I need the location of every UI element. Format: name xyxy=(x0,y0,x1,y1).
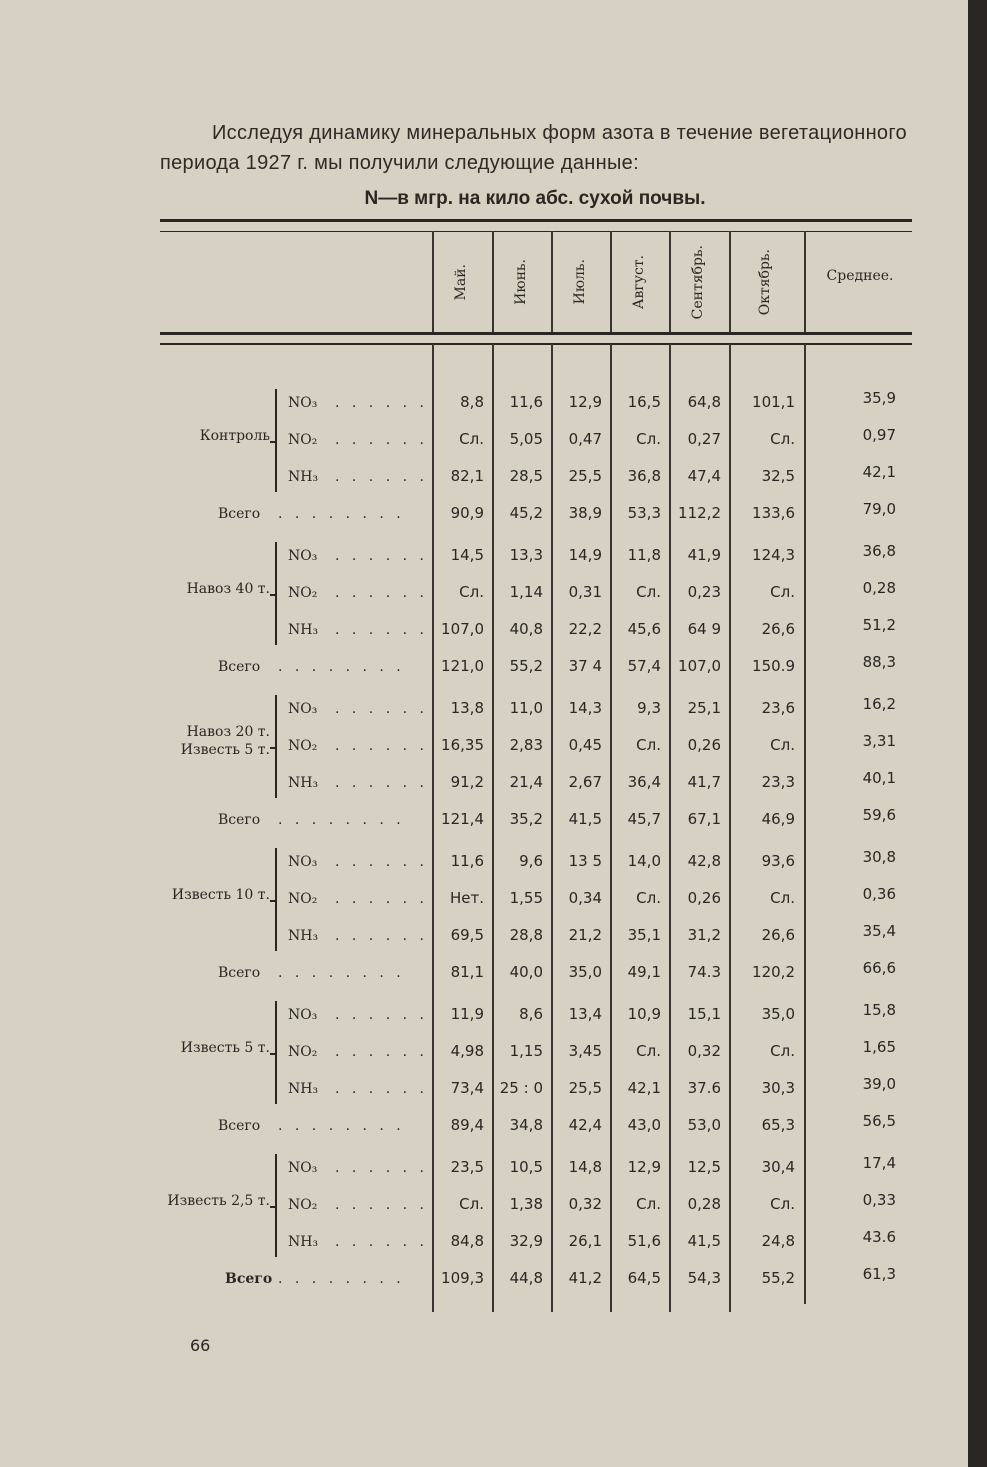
row-label: NO₂ xyxy=(288,585,318,601)
column-header xyxy=(610,232,667,332)
total-average-cell: 79,0 xyxy=(862,500,896,518)
row-label: NH₃ xyxy=(288,469,319,485)
column-header xyxy=(729,232,801,332)
total-average-cell: 88,3 xyxy=(862,653,896,671)
column-header xyxy=(551,232,608,332)
table-cell: 3,45 xyxy=(568,1042,602,1060)
column-divider xyxy=(804,344,806,1304)
table-cell: 30,3 xyxy=(761,1079,795,1097)
leader-dots: . . . . . . xyxy=(335,1081,428,1097)
total-cell: 34,8 xyxy=(509,1116,543,1134)
total-cell: 90,9 xyxy=(450,504,484,522)
table-cell: 0,31 xyxy=(568,583,602,601)
table-cell: 21,2 xyxy=(568,926,602,944)
table-cell: 23,5 xyxy=(450,1158,484,1176)
total-cell: 133,6 xyxy=(752,504,795,522)
total-cell: 109,3 xyxy=(441,1269,484,1287)
table-cell: 41,7 xyxy=(687,773,721,791)
table-cell: 107,0 xyxy=(441,620,484,638)
table-cell: Сл. xyxy=(770,889,795,907)
leader-dots: . . . . . . xyxy=(335,1160,428,1176)
average-column-header: Среднее. xyxy=(826,268,894,284)
table-cell: 28,5 xyxy=(509,467,543,485)
table-cell: 25,1 xyxy=(687,699,721,717)
table-cell: 21,4 xyxy=(509,773,543,791)
total-cell: 150.9 xyxy=(752,657,795,675)
total-cell: 54,3 xyxy=(687,1269,721,1287)
total-average-cell: 56,5 xyxy=(862,1112,896,1130)
table-cell: 32,5 xyxy=(761,467,795,485)
average-cell: 40,1 xyxy=(862,769,896,787)
table-cell: 32,9 xyxy=(509,1232,543,1250)
total-cell: 81,1 xyxy=(450,963,484,981)
leader-dots: . . . . . . . . xyxy=(278,659,405,675)
table-cell: 2,67 xyxy=(568,773,602,791)
average-cell: 43.6 xyxy=(862,1228,896,1246)
table-cell: 22,2 xyxy=(568,620,602,638)
table-cell: 0,28 xyxy=(687,1195,721,1213)
table-cell: 12,9 xyxy=(627,1158,661,1176)
table-cell: 0,27 xyxy=(687,430,721,448)
table-cell: 0,23 xyxy=(687,583,721,601)
row-label: NH₃ xyxy=(288,928,319,944)
group-brace xyxy=(275,848,285,951)
table-cell: 24,8 xyxy=(761,1232,795,1250)
leader-dots: . . . . . . xyxy=(335,928,428,944)
average-cell: 35,4 xyxy=(862,922,896,940)
header-bottom-rule-2 xyxy=(160,343,912,345)
table-cell: 2,83 xyxy=(509,736,543,754)
row-label: NO₂ xyxy=(288,1044,318,1060)
leader-dots: . . . . . . xyxy=(335,701,428,717)
group-brace xyxy=(275,1154,285,1257)
column-header-label: Октябрь. xyxy=(757,248,773,316)
table-cell: 25 : 0 xyxy=(499,1079,543,1097)
table-cell: 14,5 xyxy=(450,546,484,564)
table-cell: 14,9 xyxy=(568,546,602,564)
leader-dots: . . . . . . xyxy=(335,469,428,485)
table-cell: Сл. xyxy=(459,1195,484,1213)
leader-dots: . . . . . . . . xyxy=(278,1118,405,1134)
row-label: NO₃ xyxy=(288,1160,318,1176)
table-subtitle: N—в мгр. на кило абс. сухой почвы. xyxy=(364,188,706,209)
table-cell: 10,5 xyxy=(509,1158,543,1176)
average-cell: 51,2 xyxy=(862,616,896,634)
page-edge-shadow xyxy=(968,0,987,1467)
total-row-label: Всего xyxy=(225,1271,273,1287)
total-cell: 107,0 xyxy=(678,657,721,675)
row-label: NO₂ xyxy=(288,738,318,754)
table-cell: 69,5 xyxy=(450,926,484,944)
total-cell: 41,5 xyxy=(568,810,602,828)
total-row-label: Всего xyxy=(218,659,261,675)
total-row-label: Всего xyxy=(218,1118,261,1134)
table-cell: 31,2 xyxy=(687,926,721,944)
row-label: NO₃ xyxy=(288,395,318,411)
table-cell: 0,45 xyxy=(568,736,602,754)
leader-dots: . . . . . . . . xyxy=(278,1271,405,1287)
table-cell: 30,4 xyxy=(761,1158,795,1176)
group-name: Навоз 20 т. xyxy=(186,724,270,740)
total-cell: 74.3 xyxy=(687,963,721,981)
table-cell: 82,1 xyxy=(450,467,484,485)
table-cell: 14,3 xyxy=(568,699,602,717)
table-cell: 51,6 xyxy=(627,1232,661,1250)
table-cell: 40,8 xyxy=(509,620,543,638)
row-label: NO₃ xyxy=(288,548,318,564)
group-name: Известь 2,5 т. xyxy=(167,1193,270,1209)
total-cell: 120,2 xyxy=(752,963,795,981)
table-cell: 35,1 xyxy=(627,926,661,944)
leader-dots: . . . . . . xyxy=(335,1044,428,1060)
group-brace xyxy=(275,389,285,492)
table-cell: 11,8 xyxy=(627,546,661,564)
table-cell: Сл. xyxy=(636,430,661,448)
leader-dots: . . . . . . xyxy=(335,1007,428,1023)
table-cell: 64 9 xyxy=(687,620,721,638)
column-header-label: Июль. xyxy=(571,259,588,305)
table-cell: 25,5 xyxy=(568,467,602,485)
average-cell: 0,97 xyxy=(862,426,896,444)
table-cell: 41,5 xyxy=(687,1232,721,1250)
table-cell: 42,1 xyxy=(627,1079,661,1097)
average-cell: 17,4 xyxy=(862,1154,896,1172)
table-cell: Нет. xyxy=(449,889,484,907)
total-cell: 49,1 xyxy=(627,963,661,981)
column-header-label: Май. xyxy=(453,263,469,301)
table-cell: 1,38 xyxy=(509,1195,543,1213)
table-cell: 93,6 xyxy=(761,852,795,870)
total-cell: 57,4 xyxy=(627,657,661,675)
table-cell: 73,4 xyxy=(450,1079,484,1097)
average-cell: 35,9 xyxy=(862,389,896,407)
total-cell: 40,0 xyxy=(509,963,543,981)
table-cell: Сл. xyxy=(770,583,795,601)
table-cell: 11,9 xyxy=(450,1005,484,1023)
group-brace xyxy=(275,695,285,798)
table-cell: 0,26 xyxy=(687,889,721,907)
group-name: Известь 5 т. xyxy=(180,1040,270,1056)
table-cell: 64,8 xyxy=(687,393,721,411)
table-cell: 12,5 xyxy=(687,1158,721,1176)
total-cell: 53,0 xyxy=(687,1116,721,1134)
leader-dots: . . . . . . xyxy=(335,854,428,870)
leader-dots: . . . . . . xyxy=(335,1234,428,1250)
row-label: NO₂ xyxy=(288,891,318,907)
average-cell: 30,8 xyxy=(862,848,896,866)
total-cell: 41,2 xyxy=(568,1269,602,1287)
average-cell: 1,65 xyxy=(862,1038,896,1056)
total-cell: 121,0 xyxy=(441,657,484,675)
table-cell: 45,6 xyxy=(627,620,661,638)
leader-dots: . . . . . . . . xyxy=(278,812,405,828)
table-cell: 91,2 xyxy=(450,773,484,791)
table-cell: Сл. xyxy=(459,430,484,448)
table-cell: 13,3 xyxy=(509,546,543,564)
table-cell: 8,8 xyxy=(460,393,484,411)
table-cell: 25,5 xyxy=(568,1079,602,1097)
table-cell: 26,6 xyxy=(761,926,795,944)
column-header-label: Сентябрь. xyxy=(690,244,706,320)
table-cell: 35,0 xyxy=(761,1005,795,1023)
table-cell: 1,15 xyxy=(509,1042,543,1060)
group-brace xyxy=(275,1001,285,1104)
header-bottom-rule xyxy=(160,332,912,335)
total-cell: 55,2 xyxy=(761,1269,795,1287)
table-cell: 26,6 xyxy=(761,620,795,638)
average-cell: 0,36 xyxy=(862,885,896,903)
total-cell: 64,5 xyxy=(627,1269,661,1287)
table-cell: 8,6 xyxy=(519,1005,543,1023)
table-cell: 13,4 xyxy=(568,1005,602,1023)
table-cell: 11,0 xyxy=(509,699,543,717)
total-row-label: Всего xyxy=(218,965,261,981)
leader-dots: . . . . . . xyxy=(335,585,428,601)
total-cell: 67,1 xyxy=(687,810,721,828)
row-label: NO₂ xyxy=(288,432,318,448)
table-cell: 26,1 xyxy=(568,1232,602,1250)
average-cell: 15,8 xyxy=(862,1001,896,1019)
table-cell: 4,98 xyxy=(450,1042,484,1060)
group-name: Контроль xyxy=(199,428,270,444)
intro-paragraph: Исследуя динамику минеральных форм азота в течение вегетационного периода 1927 г. мы получили следующие данные: xyxy=(160,122,907,174)
column-header xyxy=(669,232,727,332)
leader-dots: . . . . . . . . xyxy=(278,506,405,522)
average-cell: 39,0 xyxy=(862,1075,896,1093)
row-label: NO₃ xyxy=(288,854,318,870)
total-cell: 35,2 xyxy=(509,810,543,828)
average-cell: 36,8 xyxy=(862,542,896,560)
table-cell: 0,26 xyxy=(687,736,721,754)
total-cell: 45,2 xyxy=(509,504,543,522)
total-cell: 43,0 xyxy=(627,1116,661,1134)
leader-dots: . . . . . . xyxy=(335,891,428,907)
row-label: NO₃ xyxy=(288,1007,318,1023)
table-cell: Сл. xyxy=(770,430,795,448)
leader-dots: . . . . . . . . xyxy=(278,965,405,981)
total-cell: 55,2 xyxy=(509,657,543,675)
total-average-cell: 66,6 xyxy=(862,959,896,977)
table-cell: Сл. xyxy=(770,1195,795,1213)
total-average-cell: 59,6 xyxy=(862,806,896,824)
table-cell: 13,8 xyxy=(450,699,484,717)
table-cell: Сл. xyxy=(770,736,795,754)
table-cell: 36,4 xyxy=(627,773,661,791)
table-cell: 14,0 xyxy=(627,852,661,870)
table-cell: 84,8 xyxy=(450,1232,484,1250)
row-label: NO₃ xyxy=(288,701,318,717)
table-cell: 16,5 xyxy=(627,393,661,411)
table-cell: 101,1 xyxy=(752,393,795,411)
table-cell: 0,34 xyxy=(568,889,602,907)
table-cell: Сл. xyxy=(459,583,484,601)
column-header-label: Июнь. xyxy=(512,259,529,305)
group-name: Навоз 40 т. xyxy=(186,581,270,597)
leader-dots: . . . . . . xyxy=(335,775,428,791)
table-cell: 0,32 xyxy=(568,1195,602,1213)
leader-dots: . . . . . . xyxy=(335,1197,428,1213)
total-cell: 112,2 xyxy=(678,504,721,522)
table-cell: 11,6 xyxy=(509,393,543,411)
total-row-label: Всего xyxy=(218,812,261,828)
table-cell: 9,6 xyxy=(519,852,543,870)
table-cell: 23,6 xyxy=(761,699,795,717)
page-number: 66 xyxy=(190,1336,211,1355)
average-cell: 42,1 xyxy=(862,463,896,481)
table-cell: 9,3 xyxy=(637,699,661,717)
total-cell: 121,4 xyxy=(441,810,484,828)
table-cell: 1,55 xyxy=(509,889,543,907)
group-name: Известь 5 т. xyxy=(180,742,270,758)
table-cell: 10,9 xyxy=(627,1005,661,1023)
column-header xyxy=(492,232,549,332)
average-cell: 0,28 xyxy=(862,579,896,597)
table-cell: 13 5 xyxy=(568,852,602,870)
row-label: NO₂ xyxy=(288,1197,318,1213)
average-cell: 0,33 xyxy=(862,1191,896,1209)
table-cell: Сл. xyxy=(636,736,661,754)
row-label: NH₃ xyxy=(288,775,319,791)
total-cell: 65,3 xyxy=(761,1116,795,1134)
table-cell: 1,14 xyxy=(509,583,543,601)
table-cell: 16,35 xyxy=(441,736,484,754)
row-label: NH₃ xyxy=(288,1081,319,1097)
table-cell: 37.6 xyxy=(687,1079,721,1097)
table-cell: 0,47 xyxy=(568,430,602,448)
leader-dots: . . . . . . xyxy=(335,738,428,754)
table-cell: 0,32 xyxy=(687,1042,721,1060)
total-cell: 46,9 xyxy=(761,810,795,828)
table-cell: 124,3 xyxy=(752,546,795,564)
table-cell: 15,1 xyxy=(687,1005,721,1023)
total-cell: 53,3 xyxy=(627,504,661,522)
column-divider xyxy=(804,231,806,332)
table-cell: 14,8 xyxy=(568,1158,602,1176)
total-cell: 44,8 xyxy=(509,1269,543,1287)
table-cell: Сл. xyxy=(636,1195,661,1213)
table-cell: Сл. xyxy=(636,583,661,601)
total-cell: 37 4 xyxy=(568,657,602,675)
table-cell: 11,6 xyxy=(450,852,484,870)
total-cell: 35,0 xyxy=(568,963,602,981)
column-header xyxy=(432,232,490,332)
table-cell: 42,8 xyxy=(687,852,721,870)
top-rule xyxy=(160,219,912,222)
total-average-cell: 61,3 xyxy=(862,1265,896,1283)
leader-dots: . . . . . . xyxy=(335,548,428,564)
total-cell: 89,4 xyxy=(450,1116,484,1134)
average-cell: 3,31 xyxy=(862,732,896,750)
leader-dots: . . . . . . xyxy=(335,395,428,411)
table-cell: 47,4 xyxy=(687,467,721,485)
column-header-label: Август. xyxy=(630,254,647,310)
table-cell: 41,9 xyxy=(687,546,721,564)
table-cell: Сл. xyxy=(636,889,661,907)
table-cell: Сл. xyxy=(636,1042,661,1060)
row-label: NH₃ xyxy=(288,1234,319,1250)
table-cell: 28,8 xyxy=(509,926,543,944)
table-cell: 5,05 xyxy=(509,430,543,448)
total-cell: 38,9 xyxy=(568,504,602,522)
table-cell: 12,9 xyxy=(568,393,602,411)
total-row-label: Всего xyxy=(218,506,261,522)
total-cell: 42,4 xyxy=(568,1116,602,1134)
table-cell: 23,3 xyxy=(761,773,795,791)
table-cell: Сл. xyxy=(770,1042,795,1060)
table-cell: 36,8 xyxy=(627,467,661,485)
group-name: Известь 10 т. xyxy=(171,887,270,903)
row-label: NH₃ xyxy=(288,622,319,638)
leader-dots: . . . . . . xyxy=(335,622,428,638)
group-brace xyxy=(275,542,285,645)
total-cell: 45,7 xyxy=(627,810,661,828)
average-cell: 16,2 xyxy=(862,695,896,713)
leader-dots: . . . . . . xyxy=(335,432,428,448)
